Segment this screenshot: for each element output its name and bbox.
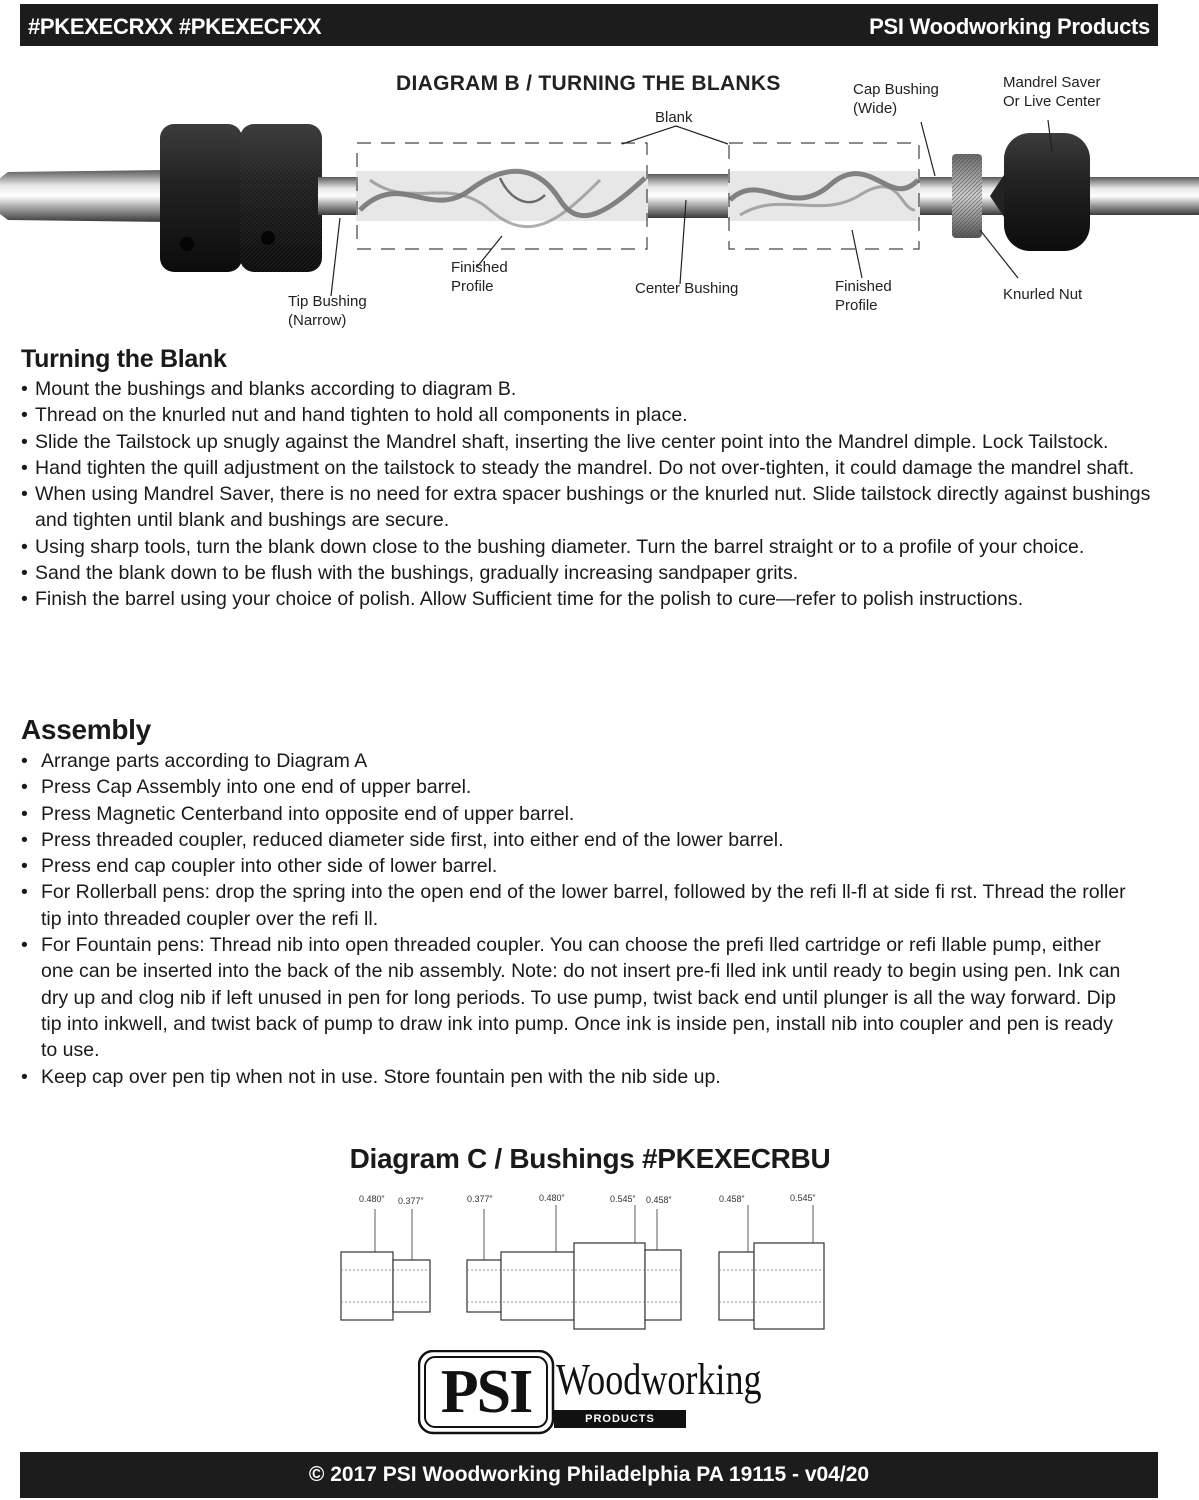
list-item: • Slide the Tailstock up snugly against the Mandrel shaft, inserting the live center point into the Mandrel dimple. Lock Tailstock. [21, 429, 1161, 455]
bushings-drawing [330, 1185, 840, 1335]
bushing-c1 [719, 1252, 754, 1320]
label-blank: Blank [655, 109, 693, 126]
diagram-b [0, 60, 1199, 340]
label-cap-bushing: Cap Bushing (Wide) [853, 81, 939, 117]
label-knurled-nut: Knurled Nut [1003, 286, 1083, 303]
logo-psi-text: PSI [440, 1358, 532, 1426]
list-item: • Press Magnetic Centerband into opposite end of upper barrel. [21, 801, 1131, 827]
assembly-section-title: Assembly [21, 714, 151, 745]
list-item: • Sand the blank down to be flush with the bushings, gradually increasing sandpaper grits. [21, 560, 1161, 586]
bushing-c2 [754, 1243, 824, 1329]
logo-products-text: PRODUCTS [585, 1413, 655, 1425]
dim-label: 0.545” [610, 1194, 636, 1204]
bushing-b3 [574, 1243, 645, 1329]
list-item: • For Fountain pens: Thread nib into open threaded coupler. You can choose the prefi lled cartridge or refi llable pump, either one can be inserted into the back of the nib assembly. Note: do not insert pre-fi lled ink until ready to begin using pen. Ink can dry up and clog nib if left unused in pen for long periods. To use pump, twist back end until plunger is all the way forward. Dip tip into inkwell, and twist back of pump to draw ink into pump. Once ink is inside pen, install nib into coupler and pen is ready to use. [21, 932, 1131, 1063]
turning-steps-list [21, 376, 1161, 613]
label-mandrel-saver: Mandrel Saver Or Live Center [1003, 74, 1101, 110]
diagram-c-title: Diagram C / Bushings #PKEXECRBU [349, 1143, 831, 1174]
dim-label: 0.377” [398, 1196, 424, 1206]
label-tip-bushing: Tip Bushing (Narrow) [288, 293, 367, 329]
turning-section-title: Turning the Blank [21, 345, 227, 373]
footer-bar [20, 1452, 1158, 1498]
bushing-b2 [501, 1252, 574, 1320]
logo-script-text: Woodworking [556, 1355, 762, 1404]
list-item: • When using Mandrel Saver, there is no need for extra spacer bushings or the knurled nut. Slide tailstock directly against bushings and tighten until blank and bushings are secure. [21, 481, 1161, 534]
list-item: • Press threaded coupler, reduced diameter side first, into either end of the lower barrel. [21, 827, 1131, 853]
list-item: • Thread on the knurled nut and hand tighten to hold all components in place. [21, 402, 1161, 428]
dim-label: 0.480” [359, 1194, 385, 1204]
label-center-bushing: Center Bushing [635, 280, 739, 297]
brand-name: PSI Woodworking Products [869, 14, 1150, 39]
dim-label: 0.458” [646, 1195, 672, 1205]
morse-taper [0, 170, 170, 222]
list-item: • Hand tighten the quill adjustment on the tailstock to steady the mandrel. Do not over-tighten, it could damage the mandrel shaft. [21, 455, 1161, 481]
list-item: • Keep cap over pen tip when not in use. Store fountain pen with the nib side up. [21, 1064, 1131, 1090]
dim-label: 0.377” [467, 1194, 493, 1204]
label-finished-profile-1: Finished Profile [451, 259, 508, 295]
list-item: • For Rollerball pens: drop the spring into the open end of the lower barrel, followed by the refi ll-fl at side fi rst. Thread the roller tip into threaded coupler over the refi ll. [21, 879, 1131, 932]
center-bushing [648, 174, 728, 218]
bushing-a1 [341, 1252, 393, 1320]
mandrel-head [160, 124, 322, 272]
list-item: • Arrange parts according to Diagram A [21, 748, 1131, 774]
psi-woodworking-logo [418, 1350, 763, 1436]
knurled-nut [952, 154, 982, 238]
copyright-text: © 2017 PSI Woodworking Philadelphia PA 19115 - v04/20 [308, 1463, 870, 1486]
header-bar [20, 4, 1158, 46]
list-item: • Using sharp tools, turn the blank down close to the bushing diameter. Turn the barrel straight or to a profile of your choice. [21, 534, 1161, 560]
bushing-b4 [645, 1250, 681, 1320]
assembly-steps-list [21, 748, 1131, 1090]
list-item: • Mount the bushings and blanks according to diagram B. [21, 376, 1161, 402]
bushing-a2 [393, 1260, 430, 1312]
acrylic-blank-2 [728, 171, 920, 221]
list-item: • Press end cap coupler into other side of lower barrel. [21, 853, 1131, 879]
label-finished-profile-2: Finished Profile [835, 278, 892, 314]
diagram-c [330, 1185, 840, 1335]
acrylic-blank-1 [356, 171, 648, 227]
bushing-b1 [467, 1260, 501, 1312]
dim-label: 0.545” [790, 1193, 816, 1203]
dim-label: 0.480” [539, 1193, 565, 1203]
list-item: • Finish the barrel using your choice of polish. Allow Sufficient time for the polish to cure—refer to polish instructions. [21, 586, 1161, 612]
diagram-b-title: DIAGRAM B / TURNING THE BLANKS [396, 72, 781, 95]
product-codes: #PKEXECRXX #PKEXECFXX [28, 14, 322, 39]
list-item: • Press Cap Assembly into one end of upper barrel. [21, 774, 1131, 800]
live-center [990, 133, 1090, 251]
dim-label: 0.458” [719, 1194, 745, 1204]
